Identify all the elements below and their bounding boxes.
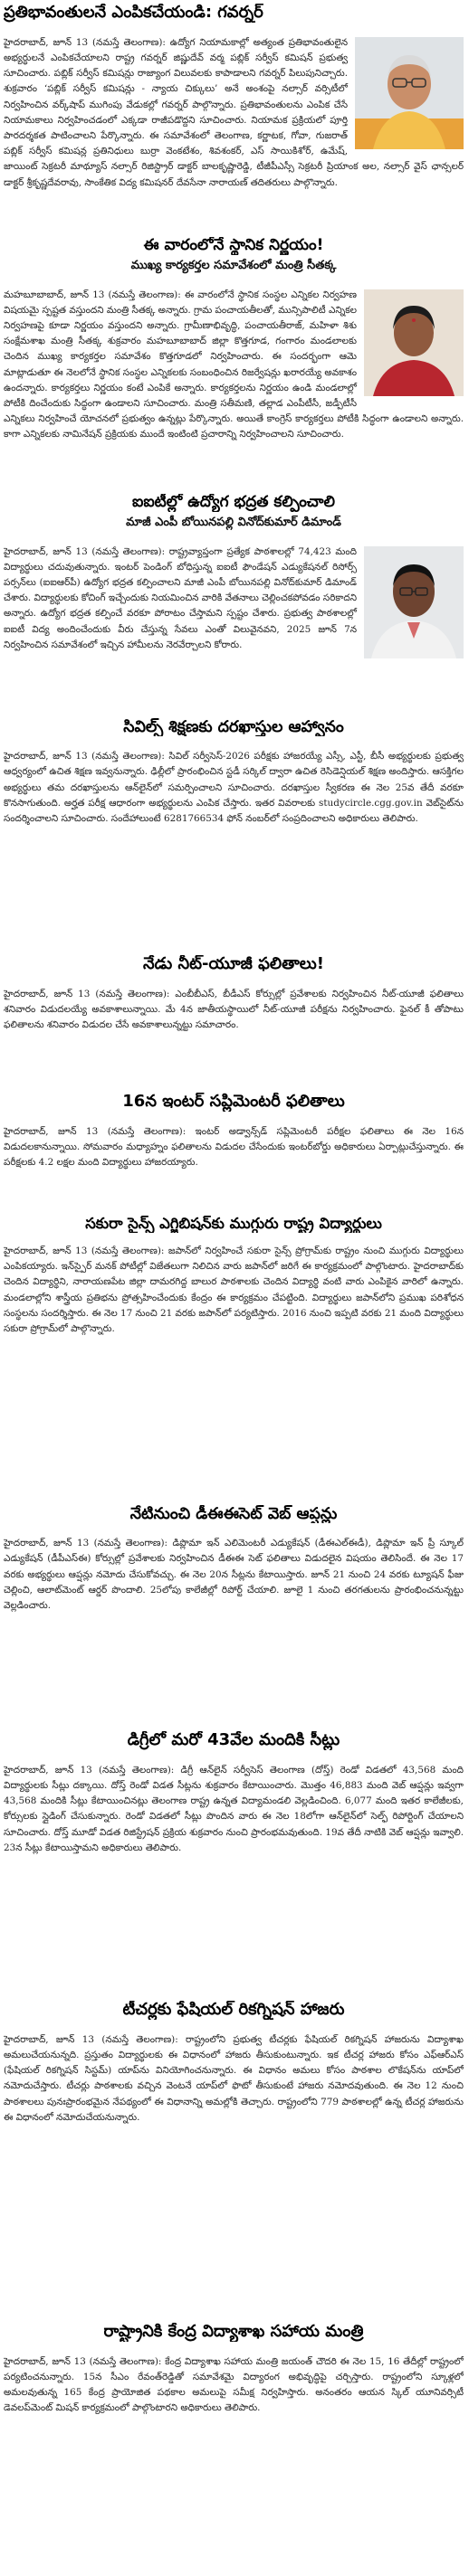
article-body: హైదరాబాద్‌, జూన్‌ 13 (నమస్తే తెలంగాణ): ఎంబీబీఎస్‌, బీడీఎస్‌ కోర్సుల్లో ప్రవేశాలకు నిర్వహించిన నీట్‌-యూజీ ఫలితాలు శనివారం విడుదలయ్యే అవకాశాలున్నాయి. మే 4న జాతీయస్థాయిలో నీట్‌-యూజీ పరీక్షను నిర్వహించారు. ఫైనల్‌ కీ తోపాటు ఫలితాలను శనివారం విడుదల చేసే అవకాశాలున్నట్టు సమాచారం. <box>4 988 464 1031</box>
article-teacher-attendance <box>4 2001 464 2309</box>
article-headline: సివిల్స్‌ శిక్షణకు దరఖాస్తుల ఆహ్వానం <box>123 718 344 736</box>
article-headline: ఈ వారంలోనే స్థానిక నిర్ణయం! <box>143 237 324 254</box>
article-headline: సకురా సైన్స్‌ ఎగ్జిబిషన్‌కు ముగ్గురు రాష్ట్ర విద్యార్థులు <box>85 1216 382 1232</box>
article-text: హైదరాబాద్‌, జూన్‌ 13 (నమస్తే తెలంగాణ): ఉద్యోగ నియామకాల్లో అత్యంత ప్రతిభావంతులైన అభ్యర్థులనే ఎంపికచేయాలని రాష్ట్ర గవర్నర్‌ జిష్ణుదేవ్‌ వర్మ పబ్లిక్‌ సర్వీస్‌ కమిషన్‌ ప్రభుత్వ సూచించారు. పబ్లిక్‌ సర్వీస్‌ కమిషన్లు రాజ్యాంగ విలువలకు కాపాడాలని గవర్నర్‌ పిలుపునిచ్చారు. శుక్రవారం ‘పబ్లిక్‌ సర్వీస్‌ కమిషన్లు - న్యాయ చిక్కులు’ అనే అంశంపై నల్సార్‌ వర్సిటీలో నిర్వహించిన వర్క్‌షాప్‌ ముగింపు వేడుకల్లో గవర్నర్‌ పాల్గొన్నారు. ప్రతిభావంతులను ఎంపిక చేసే నియామకాలు నిర్వహించడంలో ఎక్కడా రాజీపడొద్దని సూచించారు. నియామక ప్రక్రియలో పూర్తి పారదర్శకత పాటించాలని పేర్కొన్నారు. ఈ సమావేశంలో తెలంగాణ, కర్ణాటక, గోవా, గుజరాత్‌ పబ్లిక్‌ సర్వీస్‌ కమిషన్ల ప్రతినిధులు బుర్రా వెంకటేశం, శివశంకర్‌, ఎస్‌ సాయికిశోర్‌, ఉమేష్‌, జాయింట్‌ సెక్రటరీ మాథ్యూస్‌ నల్సార్‌ రిజిస్ట్రార్‌ డాక్టర్‌ బాలకృష్ణారెడ్డి, టీజీపీఎస్సీ సెక్రటరీ ప్రియాంక అల, నల్సార్‌ వైస్‌ ఛాన్సలర్‌ డాక్టర్‌ శ్రీకృష్ణదేవరావు, సాంకేతిక విద్య కమిషనర్‌ దేవసేనా నారాయణ్‌ తదితరులు పాల్గొన్నారు. <box>4 36 464 188</box>
article-body <box>4 35 464 227</box>
article-body: హైదరాబాద్‌, జూన్‌ 13 (నమస్తే తెలంగాణ): డిప్లొమా ఇన్‌ ఎలిమెంటరీ ఎడ్యుకేషన్‌ (డీఈఎల్‌ఈడీ), డిప్లొమా ఇన్‌ ప్రీ స్కూల్‌ ఎడ్యుకేషన్‌ (డీపీఎస్‌ఈ) కోర్సుల్లో ప్రవేశాలకు నిర్వహించిన డీఈఈ సెట్‌ ఫలితాలు విడుదలైన విషయం తెలిసిందే. ఈ నెల 17 వరకు అభ్యర్థులు ఆప్షన్లు నమోదు చేసుకోవచ్చు. ఈ నెల 20న సీట్లను కేటాయిస్తారు. జూన్‌ 21 నుంచి 24 వరకు ట్యూషన్‌ ఫీజు చెల్లించి, ఆలాట్‌మెంట్‌ ఆర్డర్‌ పొందాలి. 25లోపు కాలేజీల్లో రిపోర్ట్‌ చేయాలి. జూలై 1 నుంచి తరగతులను ప్రారంభించనున్నట్టు వెల్లడించారు. <box>4 1538 464 1611</box>
article-headline: టీచర్లకు ఫేషియల్‌ రికగ్నిషన్‌ హాజరు <box>122 2001 345 2019</box>
article-inter-supplementary <box>4 1093 464 1208</box>
article-headline: 16న ఇంటర్‌ సప్లిమెంటరీ ఫలితాలు <box>122 1093 345 1111</box>
governor-photo <box>355 37 464 149</box>
article-body: హైదరాబాద్‌, జూన్‌ 13 (నమస్తే తెలంగాణ): సివిల్‌ సర్వీసెస్‌-2026 పరీక్షకు హాజరయ్యే ఎస్సీ, ఎస్టీ, బీసీ అభ్యర్థులకు ప్రభుత్వ ఆధ్వర్యంలో ఉచిత శిక్షణ ఇవ్వనున్నారు. ఢిల్లీలో ప్రారంభించిన స్టడీ సర్కిల్‌ ద్వారా ఉచిత రెసిడెన్షియల్‌ శిక్షణ అందిస్తారు. ఆసక్తిగల అభ్యర్థులు తమ దరఖాస్తులను ఆన్‌లైన్‌లో సమర్పించాలని సూచించారు. దరఖాస్తుల స్వీకరణ ఈ నెల 25వ తేదీ వరకూ కొనసాగుతుంది. అర్హత పరీక్ష ఆధారంగా అభ్యర్థులను ఎంపిక చేస్తారు. ఇతర వివరాలకు studycircle.cgg.gov.in వెబ్‌సైట్‌ను సందర్శించాలని సూచించారు. సందేహాలుంటే 6281766534 ఫోన్‌ నంబర్‌లో సంప్రదించాలని అధికారులు తెలిపారు. <box>4 751 464 824</box>
article-body: హైదరాబాద్‌, జూన్‌ 13 (నమస్తే తెలంగాణ): ఇంటర్‌ అడ్వాన్స్‌డ్‌ సప్లిమెంటరీ పరీక్షల ఫలితాలు ఈ నెల 16న విడుదలకానున్నాయి. సోమవారం మధ్యాహ్నం ఫలితాలను విడుదల చేసేందుకు ఇంటర్‌బోర్డు అధికారులు ఏర్పాట్లుచేస్తున్నారు. ఈ పరీక్షలకు 4.2 లక్షల మంది విద్యార్థులు హాజరయ్యారు. <box>4 1125 464 1169</box>
article-local-elections <box>4 237 464 501</box>
article-headline: ఐఐటీల్లో ఉద్యోగ భద్రత కల్పించాలి <box>131 494 336 511</box>
article-headline: డిగ్రీలో మరో 43వేల మందికి సీట్లు <box>127 1731 340 1749</box>
article-body <box>4 288 464 501</box>
article-subhead: ముఖ్య కార్యకర్తల సమావేశంలో మంత్రి సీతక్క <box>130 258 337 272</box>
minister-photo <box>364 289 464 396</box>
article-body: హైదరాబాద్‌, జూన్‌ 13 (నమస్తే తెలంగాణ): డిగ్రీ ఆన్‌లైన్‌ సర్వీసెస్‌ తెలంగాణ (దోస్త్‌) రెండో విడతలో 43,568 మంది విద్యార్థులకు సీట్లు దక్కాయి. దోస్త్‌ రెండో విడత సీట్లను శుక్రవారం కేటాయించారు. మొత్తం 46,883 మంది వెబ్‌ ఆప్షన్లు ఇవ్వగా 43,568 మందికి సీట్లు కేటాయించినట్లు తెలంగాణ రాష్ట్ర ఉన్నత విద్యామండలి వెల్లడించింది. 6,077 మంది ఇతర కాలేజీలకు, కోర్సులకు స్లైడింగ్‌ చేసుకున్నారు. రెండో విడతలో సీట్లు పొందిన వారు ఈ నెల 18లోగా ఆన్‌లైన్‌లో సెల్ఫ్‌ రిపోర్టింగ్‌ చేయాలని సూచించారు. దోస్త్‌ మూడో విడత రిజిస్ట్రేషన్‌ ప్రక్రియ శుక్రవారం నుంచి ప్రారంభమవుతుంది. 19వ తేదీ నాటికి వెబ్‌ ఆప్షన్లు ఇవ్వాలి. 23న సీట్లు కేటాయిస్తామని అధికారులు తెలిపారు. <box>4 1764 464 1853</box>
article-subhead: మాజీ ఎంపీ బోయినపల్లి వినోద్‌కుమార్‌ డిమాండ్‌ <box>126 515 341 529</box>
article-headline: రాష్ట్రానికి కేంద్ర విద్యాశాఖ సహాయ మంత్రి <box>103 2323 364 2341</box>
article-body: హైదరాబాద్‌, జూన్‌ 13 (నమస్తే తెలంగాణ): జపాన్‌లో నిర్వహించే సకురా సైన్స్‌ ప్రోగ్రామ్‌కు రాష్ట్రం నుంచి ముగ్గురు విద్యార్థులు ఎంపికయ్యారు. ఇన్‌స్పైర్‌ మనక్‌ పోటీల్లో విజేతలుగా నిలిచిన వారు జపాన్‌లో జరిగే ఈ కార్యక్రమంలో పాల్గొంటారు. హైదరాబాద్‌కు చెందిన విద్యార్థిని, నారాయణపేట జిల్లా దామరగిద్ద బాలుర పాఠశాలకు చెందిన విద్యార్థి వంటి వారు ఎంపికైన వారిలో ఉన్నారు. మండలాల్లోని శాస్త్రీయ ప్రతిభను ప్రోత్సహించేందుకు కేంద్రం ఈ కార్యక్రమం చేపట్టింది. విద్యార్థులు జపాన్‌లోని ప్రముఖ పరిశోధన సంస్థలను సందర్శిస్తారు. ఈ నెల 17 నుంచి 21 వరకు జపాన్‌లో పర్యటిస్తారు. 2016 నుంచి ఇప్పటి వరకు 21 మంది విద్యార్థులు సకురా ప్రోగ్రామ్‌లో పాల్గొన్నారు. <box>4 1245 464 1334</box>
article-body <box>4 545 464 729</box>
article-text: హైదరాబాద్‌, జూన్‌ 13 (నమస్తే తెలంగాణ): రాష్ట్రవ్యాప్తంగా ప్రత్యేక పాఠశాలల్లో 74,423 మంది విద్యార్థులు చదువుతున్నారు. ఇంటర్‌ పెండింగ్‌ బోధిస్తున్న ఐఐటీ ఫౌండేషన్‌ ఎడ్యుకేషనల్‌ రిసోర్స్‌ పర్సన్‌లు (ఐఐఆర్‌పీ) ఉద్యోగ భద్రత కల్పించాలని మాజీ ఎంపీ బోయినపల్లి వినోద్‌కుమార్‌ డిమాండ్‌ చేశారు. విద్యార్థులకు కోచింగ్‌ ఇచ్చేందుకు నియమించిన వారికి వేతనాలు చెల్లించకపోవడం సరికాదని అన్నారు. ఉద్యోగ భద్రత కల్పించే వరకూ పోరాటం చేస్తామని స్పష్టం చేశారు. ప్రభుత్వ పాఠశాలల్లో ఐఐటీ విద్య అందించేందుకు వీరు చేస్తున్న సేవలు ఎంతో విలువైనవని, 2025 జూన్‌ 7న నిర్వహించిన సమావేశంలో ఇచ్చిన హామీలను నెరవేర్చాలని కోరారు. <box>4 545 357 650</box>
article-headline: ప్రతిభావంతులనే ఎంపికచేయండి: గవర్నర్ <box>4 4 263 22</box>
article-body: హైదరాబాద్‌, జూన్‌ 13 (నమస్తే తెలంగాణ): కేంద్ర విద్యాశాఖ సహాయ మంత్రి జయంత్‌ చౌదరి ఈ నెల 15, 16 తేదీల్లో రాష్ట్రంలో పర్యటించనున్నారు. 15న సీఎం రేవంత్‌రెడ్డితో సమావేశమై విద్యారంగ అభివృద్ధిపై చర్చిస్తారు. రాష్ట్రంలోని స్కూళ్లలో అమలవుతున్న 165 కేంద్ర ప్రాయోజిత పథకాల అమలుపై సమీక్ష నిర్వహిస్తారు. అనంతరం ఆయన స్కిల్‌ యూనివర్సిటీ డెవలప్‌మెంట్‌ మిషన్‌ కార్యక్రమంలో పాల్గొంటారని అధికారులు తెలిపారు. <box>4 2355 464 2414</box>
article-sakura-science <box>4 1216 464 1490</box>
vinod-kumar-photo <box>364 546 464 658</box>
article-headline: నేటినుంచి డీఈఈసెట్‌ వెబ్‌ ఆప్షన్లు <box>129 1505 338 1523</box>
article-body: హైదరాబాద్‌, జూన్‌ 13 (నమస్తే తెలంగాణ): రాష్ట్రంలోని ప్రభుత్వ టీచర్లకు ఫేషియల్‌ రికగ్నిషన్‌ హాజరును విద్యాశాఖ అమలుచేయనున్నది. ప్రస్తుతం విద్యార్థులకు ఈ విధానంలో హాజరు తీసుకుంటున్నారు. ఇక టీచర్ల హాజరు కోసం ఎఫ్‌ఆర్‌ఎస్‌ (ఫేషియల్‌ రికగ్నిషన్‌ సిస్టమ్‌) యాప్‌ను వినియోగించనున్నారు. ఈ విధానం అమలు కోసం పాఠశాల లొకేషన్‌ను యాప్‌లో నమోదుచేస్తారు. టీచర్లు పాఠశాలకు వచ్చిన వెంటనే యాప్‌లో ఫొటో తీసుకుంటే హాజరు నమోదవుతుంది. ఈ నెల 12 నుంచి పాఠశాలలు పునఃప్రారంభమైన నేపథ్యంలో ఈ విధానాన్ని అమల్లోకి తెచ్చారు. రాష్ట్రంలోని 779 పాఠశాలల్లో ఉన్న టీచర్ల హాజరును ఈ విధానంలో నమోదుచేయనున్నారు. <box>4 2033 464 2123</box>
article-deecet-options <box>4 1505 464 1720</box>
article-text: మహబూబాబాద్‌, జూన్‌ 13 (నమస్తే తెలంగాణ): ఈ వారంలోనే స్థానిక సంస్థల ఎన్నికల నిర్వహణ విషయమై స్పష్టత వస్తుందని మంత్రి సీతక్క అన్నారు. గ్రామ పంచాయతీలతో, మున్సిపాలిటీ ఎన్నికల నిర్వహణపై కూడా నిర్ణయం వస్తుందని అన్నారు. గ్రామీణాభివృద్ధి, పంచాయతీరాజ్‌, మహిళా శిశు సంక్షేమశాఖ మంత్రి సీతక్క శుక్రవారం మహబూబాబాద్‌ జిల్లా కొత్తగూడ, గంగారం మండలాలకు చెందిన ముఖ్య కార్యకర్తల సమావేశం కొత్తగూడలో నిర్వహించారు. ఈ సందర్భంగా ఆమె మాట్లాడుతూ ఈ నెలలోనే స్థానిక సంస్థల ఎన్నికలకు సంబంధించిన రిజర్వేషన్లు ఖరారయ్యే అవకాశం ఉందన్నారు. కార్యకర్తలు నిర్ణయం కంటే ఎంపికే అన్నారు. కార్యకర్తలను నిర్ణయం ఉండి మండలాల్లో పోటీకి దించేందుకు సిద్ధంగా ఉండాలని సూచించారు. మంత్రి సతీమణి, తల్లాడ ఎంపీటీసీ, జడ్పీటీసీ ఎన్నికలు నిర్వహించే యోచనలో ప్రభుత్వం ఉన్నట్లు పేర్కొన్నారు. అయితే కాంగ్రెస్‌ కార్యకర్తలు పోటీకి సిద్ధంగా ఉండాలని అన్నారు. కాగా ఎన్నికలకు నామినేషన్‌ ప్రక్రియకు ముందే ఇంటింటి ప్రచారాన్ని నిర్వహించాలని సూచించారు. <box>4 289 464 440</box>
article-governor <box>4 4 464 227</box>
article-iit-job-security <box>4 494 464 729</box>
article-civils-coaching <box>4 718 464 941</box>
article-union-minister-visit <box>4 2323 464 2559</box>
article-degree-seats <box>4 1731 464 1989</box>
article-headline: నేడు నీట్‌-యూజీ ఫలితాలు! <box>143 955 324 973</box>
article-neet-results <box>4 955 464 1084</box>
